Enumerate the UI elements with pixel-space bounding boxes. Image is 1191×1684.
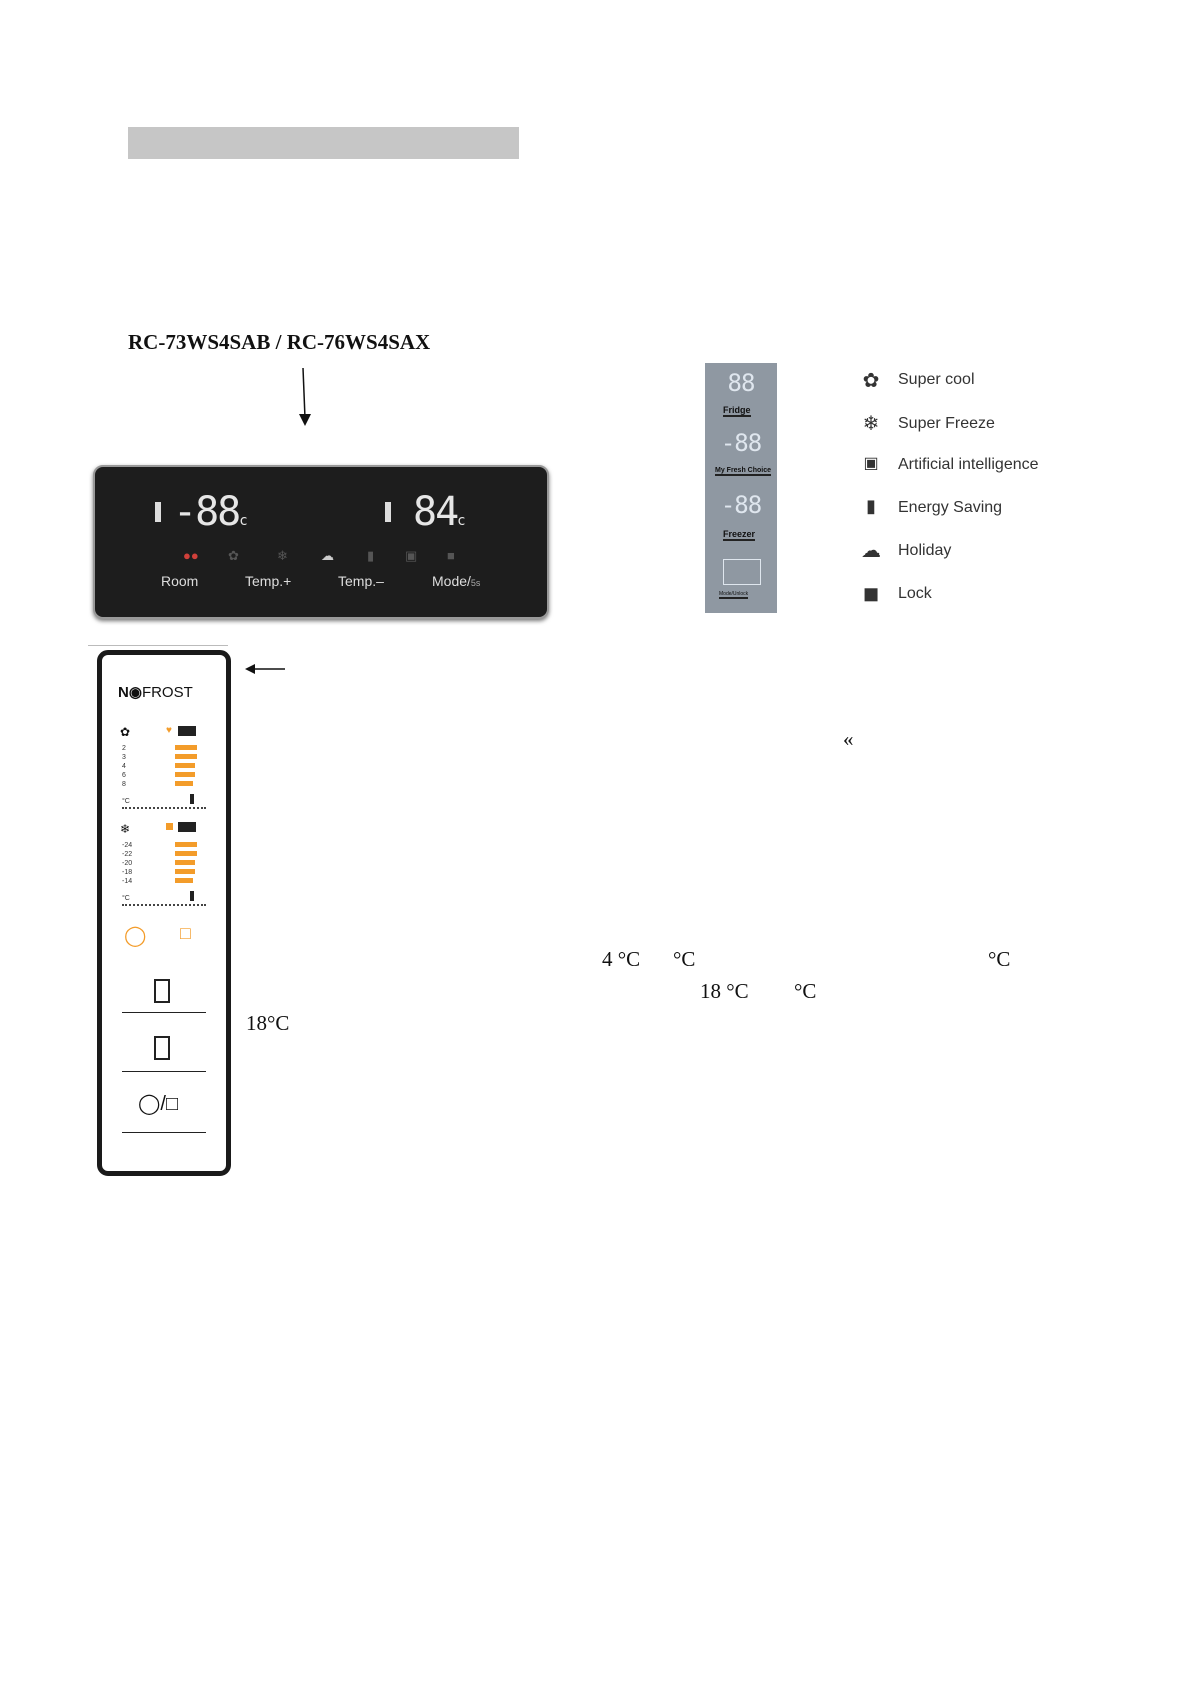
fridge-level-bar — [175, 781, 193, 786]
energy-saving-icon: ▮ — [866, 496, 876, 516]
fridge-button[interactable] — [154, 979, 170, 1003]
right-temperature-display: 84c — [413, 489, 466, 535]
freezer-unit: °C — [122, 895, 130, 902]
arrow-left-icon — [245, 662, 285, 676]
vertical-display-image — [705, 363, 777, 613]
text-fragment: °C — [794, 979, 817, 1003]
lock-icon: ■ — [447, 548, 455, 563]
super-cool-icon: ✿ — [120, 725, 131, 739]
super-cool-icon: ✿ — [862, 370, 880, 392]
freezer-level-bar — [175, 860, 195, 865]
fridge-level-bar — [175, 772, 195, 777]
fridge-display: 88 — [727, 369, 755, 397]
fridge-level-bar — [175, 745, 197, 750]
left-temperature-display: -88c — [173, 489, 248, 535]
freezer-display: -88 — [720, 491, 762, 519]
freezer-level-bar — [175, 878, 193, 883]
freezer-label: Freezer — [723, 529, 756, 539]
quote-mark: « — [843, 727, 854, 751]
super-freeze-icon: ❄ — [277, 548, 288, 563]
divider — [122, 1071, 206, 1072]
freezer-scale: -24 -22 -20 -18 -14 — [122, 842, 133, 885]
door-indicator-right — [385, 502, 391, 522]
fridge-scale: 2 3 4 6 8 — [122, 745, 126, 788]
freezer-mode-icon — [178, 822, 196, 832]
lock-icon: ◼ — [862, 583, 880, 605]
legend-energy-saving: Energy Saving — [898, 499, 1003, 516]
legend-holiday: Holiday — [898, 542, 952, 559]
freezer-status-icon — [166, 823, 173, 830]
text-fragment: °C — [673, 947, 696, 971]
vertical-control-panel — [97, 650, 231, 1176]
horizontal-control-panel — [93, 465, 549, 619]
ai-icon: ◯ — [124, 925, 147, 947]
text-fragment: 4 °C — [602, 947, 641, 971]
fresh-choice-display: -88 — [720, 429, 762, 457]
ai-lock-button[interactable]: ◯/□ — [138, 1093, 179, 1115]
divider — [122, 904, 206, 906]
holiday-icon: ☁ — [321, 548, 334, 563]
freezer-button[interactable] — [154, 1036, 170, 1060]
divider — [122, 1012, 206, 1013]
fridge-door-icon — [190, 794, 194, 804]
super-freeze-icon: ❄ — [120, 822, 131, 836]
mode-button[interactable]: Mode/5s — [432, 573, 481, 589]
super-freeze-icon: ❄ — [862, 413, 880, 435]
mode-hold-time: 5s — [470, 578, 481, 588]
fridge-label: Fridge — [723, 405, 751, 415]
divider — [122, 807, 206, 809]
legend-lock: Lock — [898, 585, 932, 602]
legend-ai: Artificial intelligence — [898, 456, 1039, 473]
divider — [122, 1132, 206, 1133]
legend-super-freeze: Super Freeze — [898, 415, 995, 432]
temp-minus-button[interactable]: Temp.– — [338, 573, 384, 589]
door-indicator-left — [155, 502, 161, 522]
freezer-door-icon — [190, 891, 194, 901]
model-number: RC-73WS4SAB / RC-76WS4SAX — [128, 330, 431, 354]
room-button[interactable]: Room — [161, 573, 199, 589]
mode-icons-grid — [723, 559, 761, 585]
fridge-unit: °C — [122, 798, 130, 805]
legend-super-cool: Super cool — [898, 371, 975, 388]
freezer-level-bar — [175, 842, 197, 847]
no-frost-logo: N◉FROST — [118, 684, 193, 701]
fresh-choice-label: My Fresh Choice — [715, 467, 772, 474]
mode-unlock-label: Mode/Unlock — [719, 591, 749, 597]
section-header-bar — [128, 127, 519, 159]
fridge-mode-icon — [178, 726, 196, 736]
freezer-level-bar — [175, 851, 197, 856]
heart-icon: ♥ — [166, 725, 172, 736]
arrow-down-icon — [295, 368, 315, 426]
divider — [88, 645, 228, 646]
text-fragment: 18 °C — [700, 979, 749, 1003]
fridge-level-bar — [175, 754, 197, 759]
ai-icon: ▣ — [863, 455, 879, 472]
freezer-level-bar — [175, 869, 195, 874]
super-cool-icon: ✿ — [228, 548, 239, 563]
temp-plus-button[interactable]: Temp.+ — [245, 573, 292, 589]
energy-saving-icon: ▮ — [367, 548, 375, 563]
fridge-level-bar — [175, 763, 195, 768]
lock-icon: □ — [180, 923, 191, 943]
text-fragment: °C — [988, 947, 1011, 971]
holiday-icon: ☁ — [861, 540, 881, 562]
ai-icon: ▣ — [405, 548, 418, 563]
room-icon: ●● — [183, 548, 199, 563]
text-fragment: 18°C — [246, 1011, 290, 1035]
